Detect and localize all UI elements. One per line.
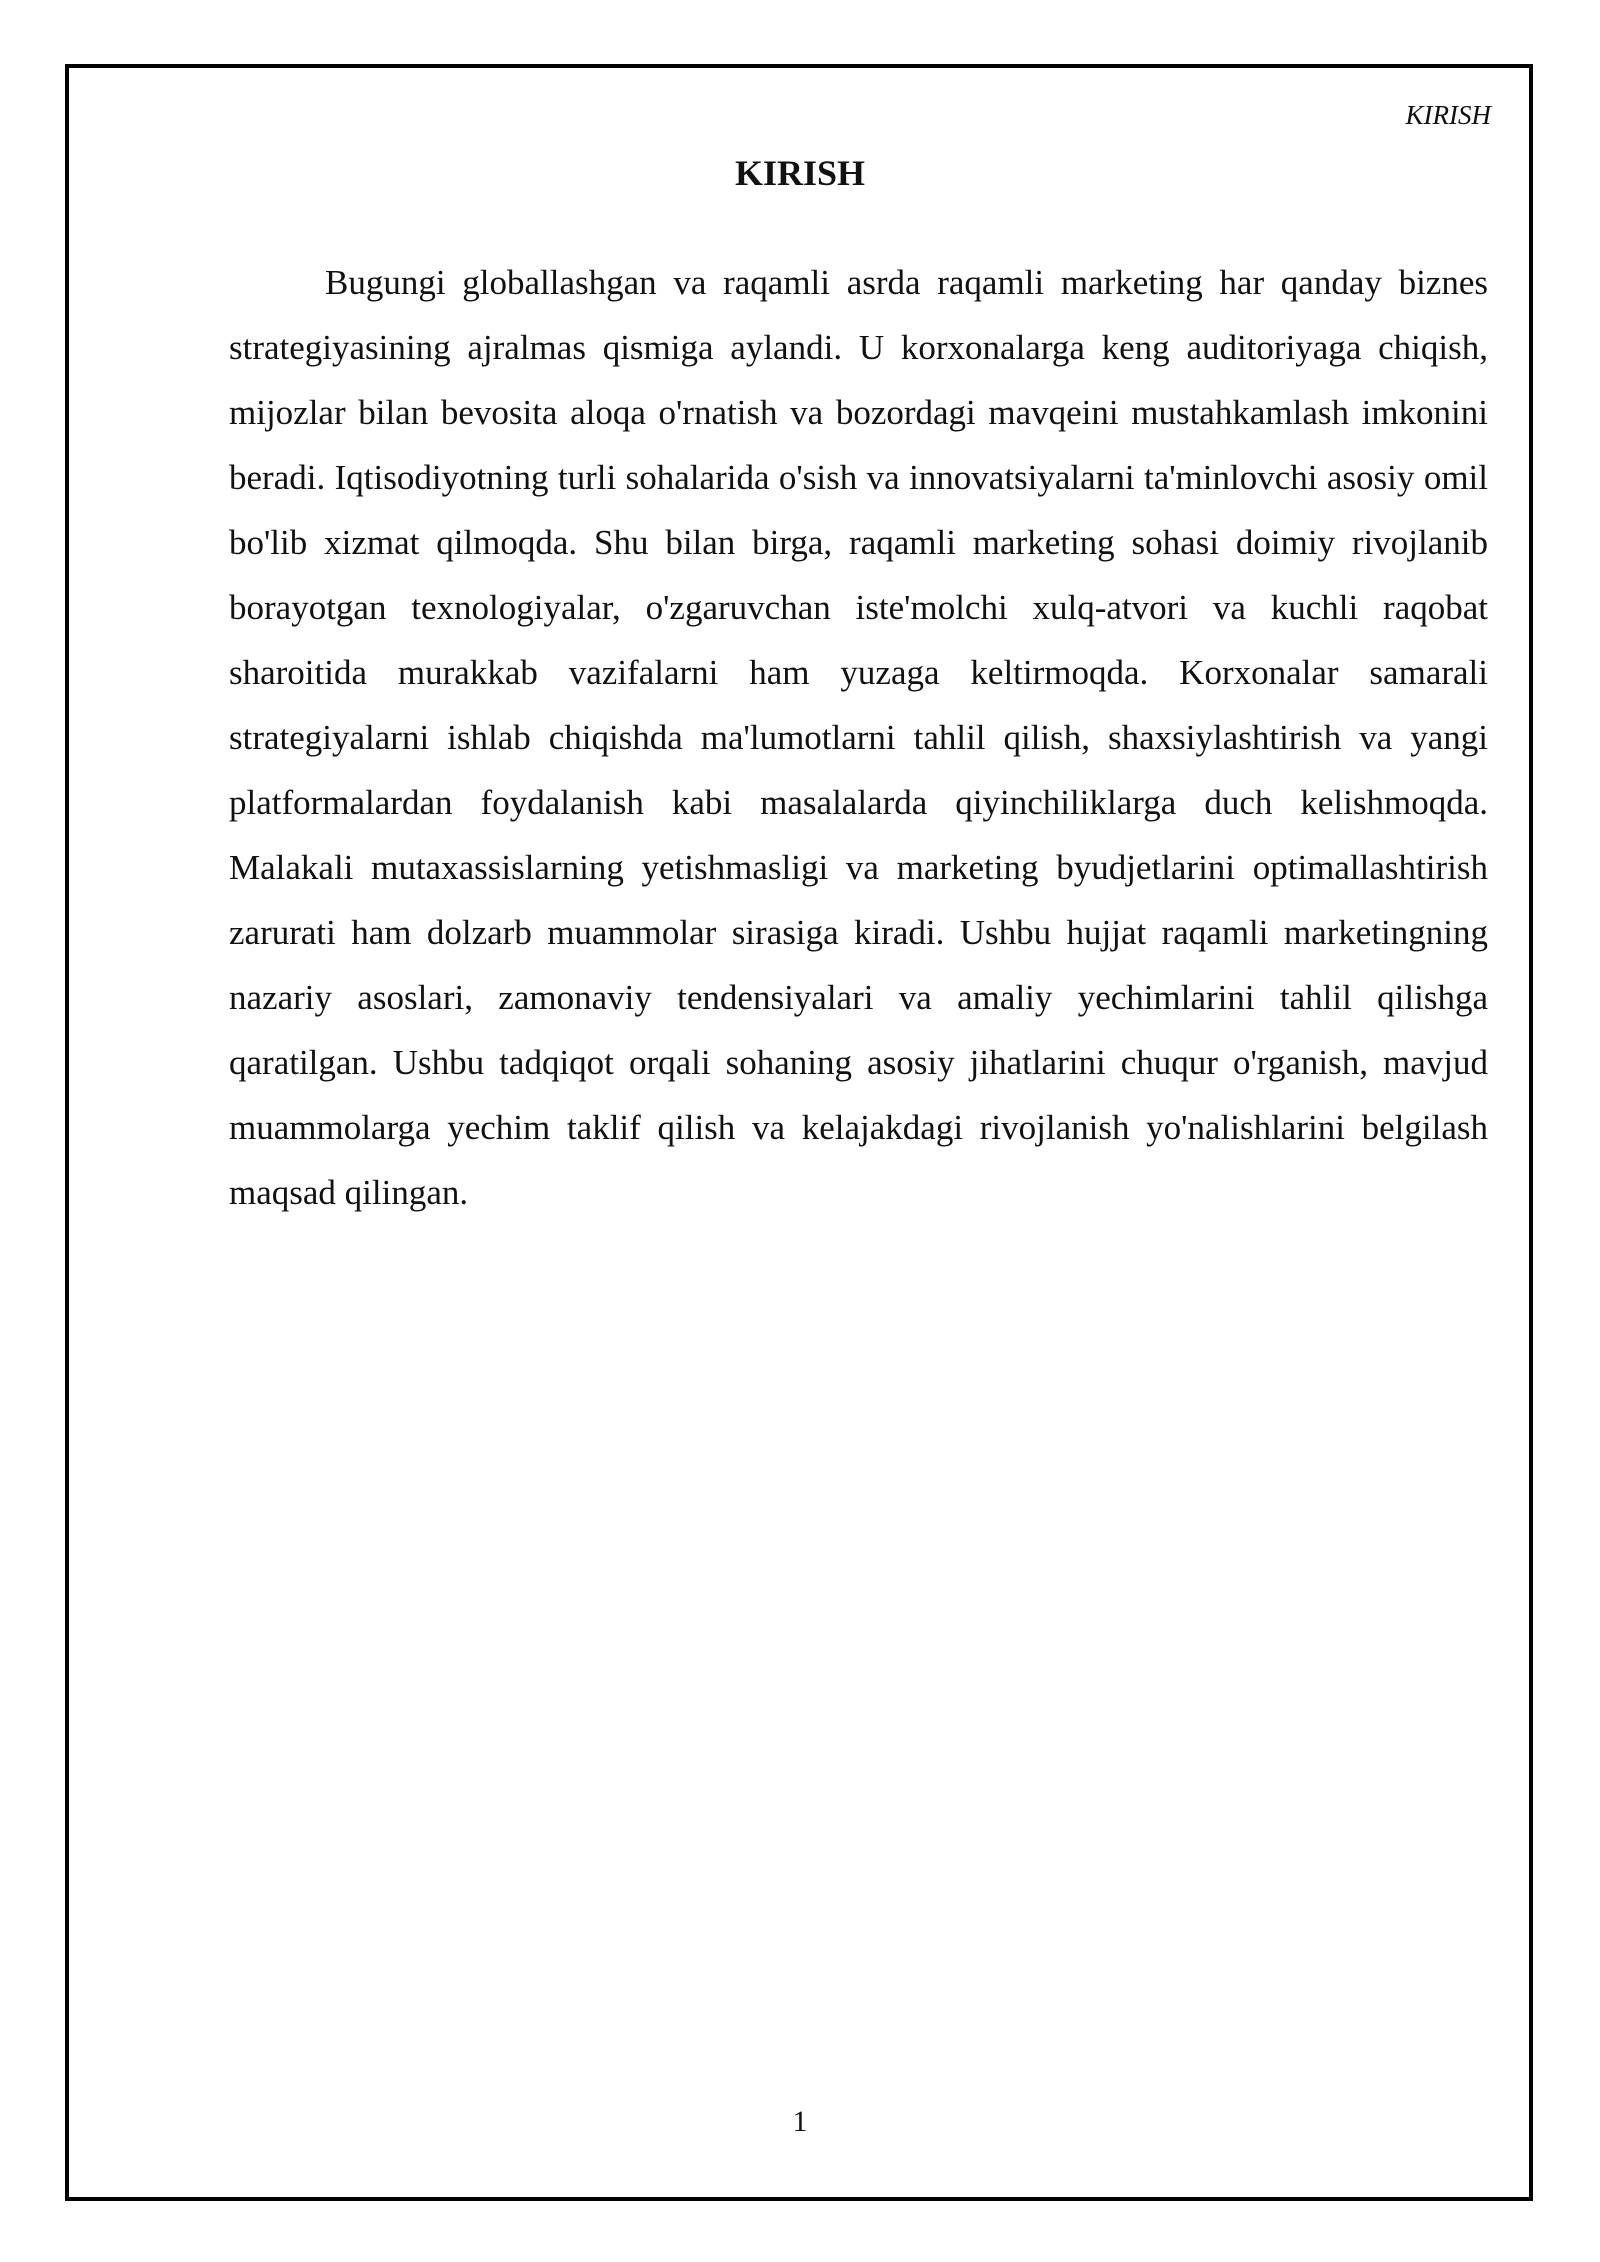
- page-number: 1: [792, 2105, 808, 2138]
- page-title: KIRISH: [734, 153, 866, 193]
- body-paragraph: Bugungi globallashgan va raqamli asrda raqamli marketing har qanday biznes strategiyasining ajralmas qismiga aylandi. U korxonalarga keng auditoriyaga chiqish, mijozlar bilan bevosita aloqa o'rnatish va bozordagi mavqeini mustahkamlash imkonini beradi. Iqtisodiyotning turli sohalarida o'sish va innovatsiyalarni ta'minlovchi asosiy omil bo'lib xizmat qilmoqda. Shu bilan birga, raqamli marketing sohasi doimiy rivojlanib borayotgan texnologiyalar, o'zgaruvchan iste'molchi xulq-atvori va kuchli raqobat sharoitida murakkab vazifalarni ham yuzaga keltirmoqda. Korxonalar samarali strategiyalarni ishlab chiqishda ma'lumotlarni tahlil qilish, shaxsiylashtirish va yangi platformalardan foydalanish kabi masalalarda qiyinchiliklarga duch kelishmoqda. Malakali mutaxassislarning yetishmasligi va marketing byudjetlarini optimallashtirish zarurati ham dolzarb muammolar sirasiga kiradi. Ushbu hujjat raqamli marketingning nazariy asoslari, zamonaviy tendensiyalari va amaliy yechimlarini tahlil qilishga qaratilgan. Ushbu tadqiqot orqali sohaning asosiy jihatlarini chuqur o'rganish, mavjud muammolarga yechim taklif qilish va kelajakdagi rivojlanish yo'nalishlarini belgilash maqsad qilingan.: [229, 263, 1488, 1212]
- running-header: KIRISH: [1405, 100, 1491, 130]
